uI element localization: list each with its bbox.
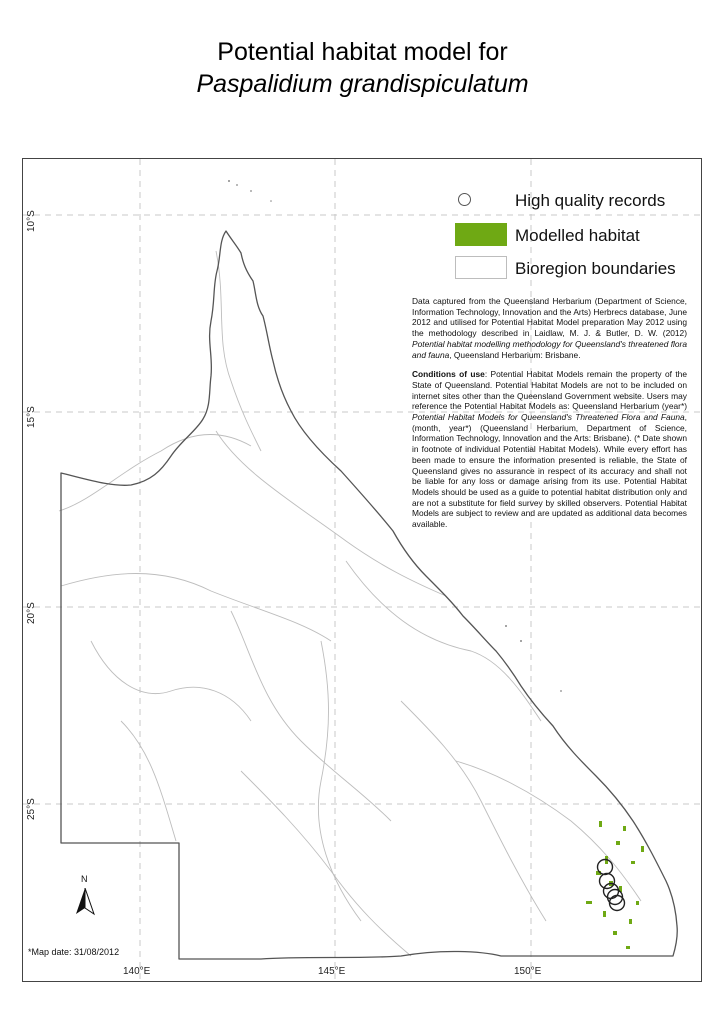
map-frame[interactable] — [22, 158, 702, 982]
conditions-heading: Conditions of use — [412, 369, 485, 380]
legend-label-habitat: Modelled habitat — [515, 226, 640, 245]
habitat-patch — [636, 901, 639, 905]
habitat-patch — [629, 919, 632, 924]
habitat-patch — [603, 911, 606, 917]
habitat-patch — [626, 946, 630, 949]
map-title — [0, 36, 725, 100]
conditions-title: Potential Habitat Models for Queensland's Threatened Flora and Fauna — [412, 412, 685, 423]
conditions-text-1: : Potential Habitat Models remain the property of the State of Queensland. Potential Habitat Models are not to be included on internet sites other than the Queensland Government website. Users may reference the Potential Habitat Models as: Queensland Herbarium (year*) — [412, 369, 687, 412]
conditions-note — [412, 369, 687, 530]
bioregion-boundary — [216, 251, 261, 451]
island — [228, 180, 230, 182]
bioregion-boundary — [59, 435, 251, 511]
habitat-patch — [616, 841, 620, 845]
north-arrow-icon — [72, 888, 98, 918]
habitat-patch — [641, 846, 644, 852]
habitat-patch — [599, 821, 602, 827]
lon-label-150: 150°E — [514, 966, 542, 977]
lat-label-10: 10°S — [26, 210, 37, 232]
habitat-patch — [623, 826, 626, 831]
island — [560, 690, 562, 692]
island — [270, 200, 272, 202]
island — [236, 184, 238, 186]
lat-label-25: 25°S — [26, 798, 37, 820]
data-source-note — [412, 296, 687, 360]
lat-label-20: 20°S — [26, 602, 37, 624]
species-name: Paspalidium grandispiculatum — [196, 70, 529, 98]
habitat-swatch-icon — [455, 223, 507, 246]
conditions-text-2: , (month, year*) (Queensland Herbarium, Department of Science, Information Technology, Innovation and the Arts: Brisbane). (* Date shown in footnote of individual Potential Habitat Models). While every effort has been made to ensure the information presented is reliable, the State of Queensland gives no assurance in respect of its accuracy and shall not be liable for any loss or damage arising from its use. Potential Habitat Models should be used as a guide to potential habitat distribution only and are not a substitute for field survey by skilled observers. Potential Habitat Models are subject to review and are updated as additional data becomes available. — [412, 412, 687, 530]
graticule — [23, 159, 702, 982]
bioregion-boundary — [456, 761, 641, 901]
habitat-patch — [613, 931, 617, 935]
island — [520, 640, 522, 642]
island — [250, 190, 252, 192]
habitat-patch — [631, 861, 635, 864]
lat-label-15: 15°S — [26, 406, 37, 428]
legend-label-bioregion: Bioregion boundaries — [515, 259, 676, 278]
lon-label-140: 140°E — [123, 966, 151, 977]
legend-label-records: High quality records — [515, 191, 666, 210]
bioregion-boundary — [346, 561, 541, 721]
north-label: N — [81, 874, 88, 884]
map-canvas[interactable] — [23, 159, 702, 982]
bioregion-boundary — [318, 641, 361, 921]
bioregion-swatch-icon — [455, 256, 507, 279]
data-source-text-2: , Queensland Herbarium: Brisbane. — [449, 349, 581, 360]
data-source-title: Potential habitat modelling methodology for Queensland's threatened flora and fauna — [412, 338, 687, 360]
bioregion-boundary — [231, 611, 391, 821]
title-line-1: Potential habitat model for — [217, 38, 508, 66]
habitat-patch — [586, 901, 592, 904]
bioregion-boundary — [401, 701, 546, 921]
lon-label-145: 145°E — [318, 966, 346, 977]
data-source-text-1: Data captured from the Queensland Herbarium (Department of Science, Information Technology, Innovation and the Arts) Herbrecs database, June 2012 and utilised for Potential Habitat Model preparation May 2012 using the methodology described in Laidlaw, M. J. & Butler, D. W. (2012) — [412, 296, 687, 339]
island — [505, 625, 507, 627]
map-notes — [412, 296, 687, 539]
bioregion-boundary — [91, 641, 251, 721]
bioregion-boundary — [121, 721, 176, 841]
record-circle-icon — [458, 193, 471, 206]
bioregion-boundary — [241, 771, 411, 956]
map-date: *Map date: 31/08/2012 — [28, 947, 120, 957]
